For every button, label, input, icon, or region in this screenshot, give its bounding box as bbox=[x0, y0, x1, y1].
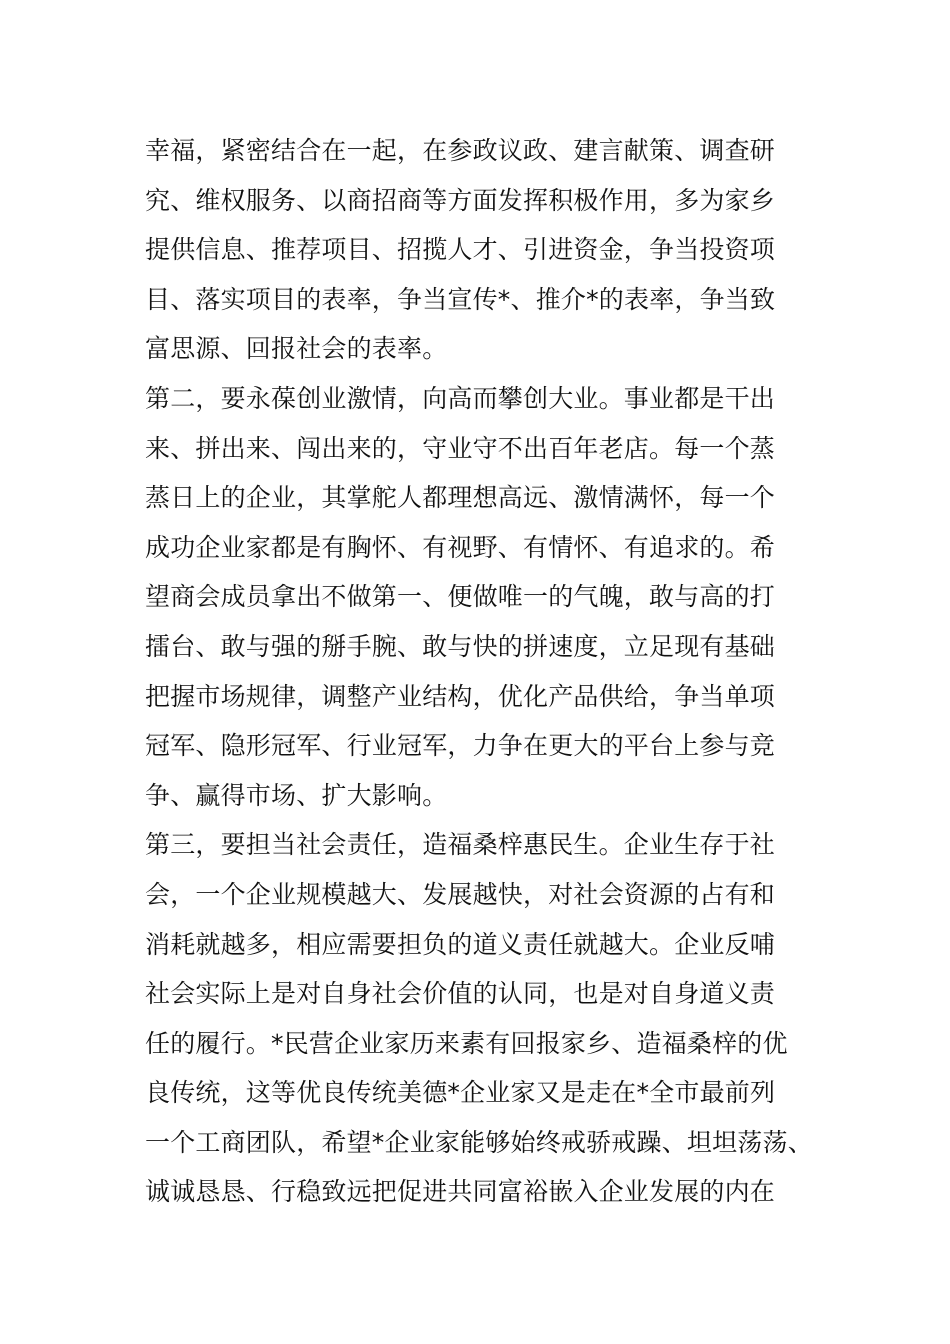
text-line: 争、赢得市场、扩大影响。 bbox=[145, 780, 448, 810]
text-line: 第二，要永葆创业激情，向高而攀创大业。事业都是干出 bbox=[145, 383, 776, 413]
text-line: 良传统，这等优良传统美德*企业家又是走在*全市最前列 bbox=[145, 1078, 776, 1108]
text-line: 把握市场规律，调整产业结构，优化产品供给，争当单项 bbox=[145, 681, 776, 711]
text-line: 冠军、隐形冠军、行业冠军，力争在更大的平台上参与竞 bbox=[145, 731, 776, 761]
text-line: 第三，要担当社会责任，造福桑梓惠民生。企业生存于社 bbox=[145, 830, 776, 860]
text-line: 任的履行。*民营企业家历来素有回报家乡、造福桑梓的优 bbox=[145, 1028, 788, 1058]
document-body bbox=[145, 126, 825, 1217]
text-line: 一个工商团队，希望*企业家能够始终戒骄戒躁、坦坦荡荡、 bbox=[145, 1127, 813, 1157]
text-line: 成功企业家都是有胸怀、有视野、有情怀、有追求的。希 bbox=[145, 532, 776, 562]
text-line: 会，一个企业规模越大、发展越快，对社会资源的占有和 bbox=[145, 879, 776, 909]
text-line: 富思源、回报社会的表率。 bbox=[145, 334, 448, 364]
text-line: 蒸日上的企业，其掌舵人都理想高远、激情满怀，每一个 bbox=[145, 483, 776, 513]
text-line: 擂台、敢与强的掰手腕、敢与快的拼速度，立足现有基础 bbox=[145, 631, 776, 661]
text-line: 幸福，紧密结合在一起，在参政议政、建言献策、调查研 bbox=[145, 136, 776, 165]
text-line: 诚诚恳恳、行稳致远把促进共同富裕嵌入企业发展的内在 bbox=[145, 1177, 776, 1207]
text-line: 究、维权服务、以商招商等方面发挥积极作用，多为家乡 bbox=[145, 185, 776, 215]
text-line: 社会实际上是对自身社会价值的认同，也是对自身道义责 bbox=[145, 979, 776, 1009]
text-line: 望商会成员拿出不做第一、便做唯一的气魄，敢与高的打 bbox=[145, 582, 776, 612]
text-line: 提供信息、推荐项目、招揽人才、引进资金，争当投资项 bbox=[145, 235, 776, 265]
text-line: 消耗就越多，相应需要担负的道义责任就越大。企业反哺 bbox=[145, 929, 776, 959]
text-line: 目、落实项目的表率，争当宣传*、推介*的表率，争当致 bbox=[145, 284, 776, 314]
text-line: 来、拼出来、闯出来的，守业守不出百年老店。每一个蒸 bbox=[145, 433, 776, 463]
